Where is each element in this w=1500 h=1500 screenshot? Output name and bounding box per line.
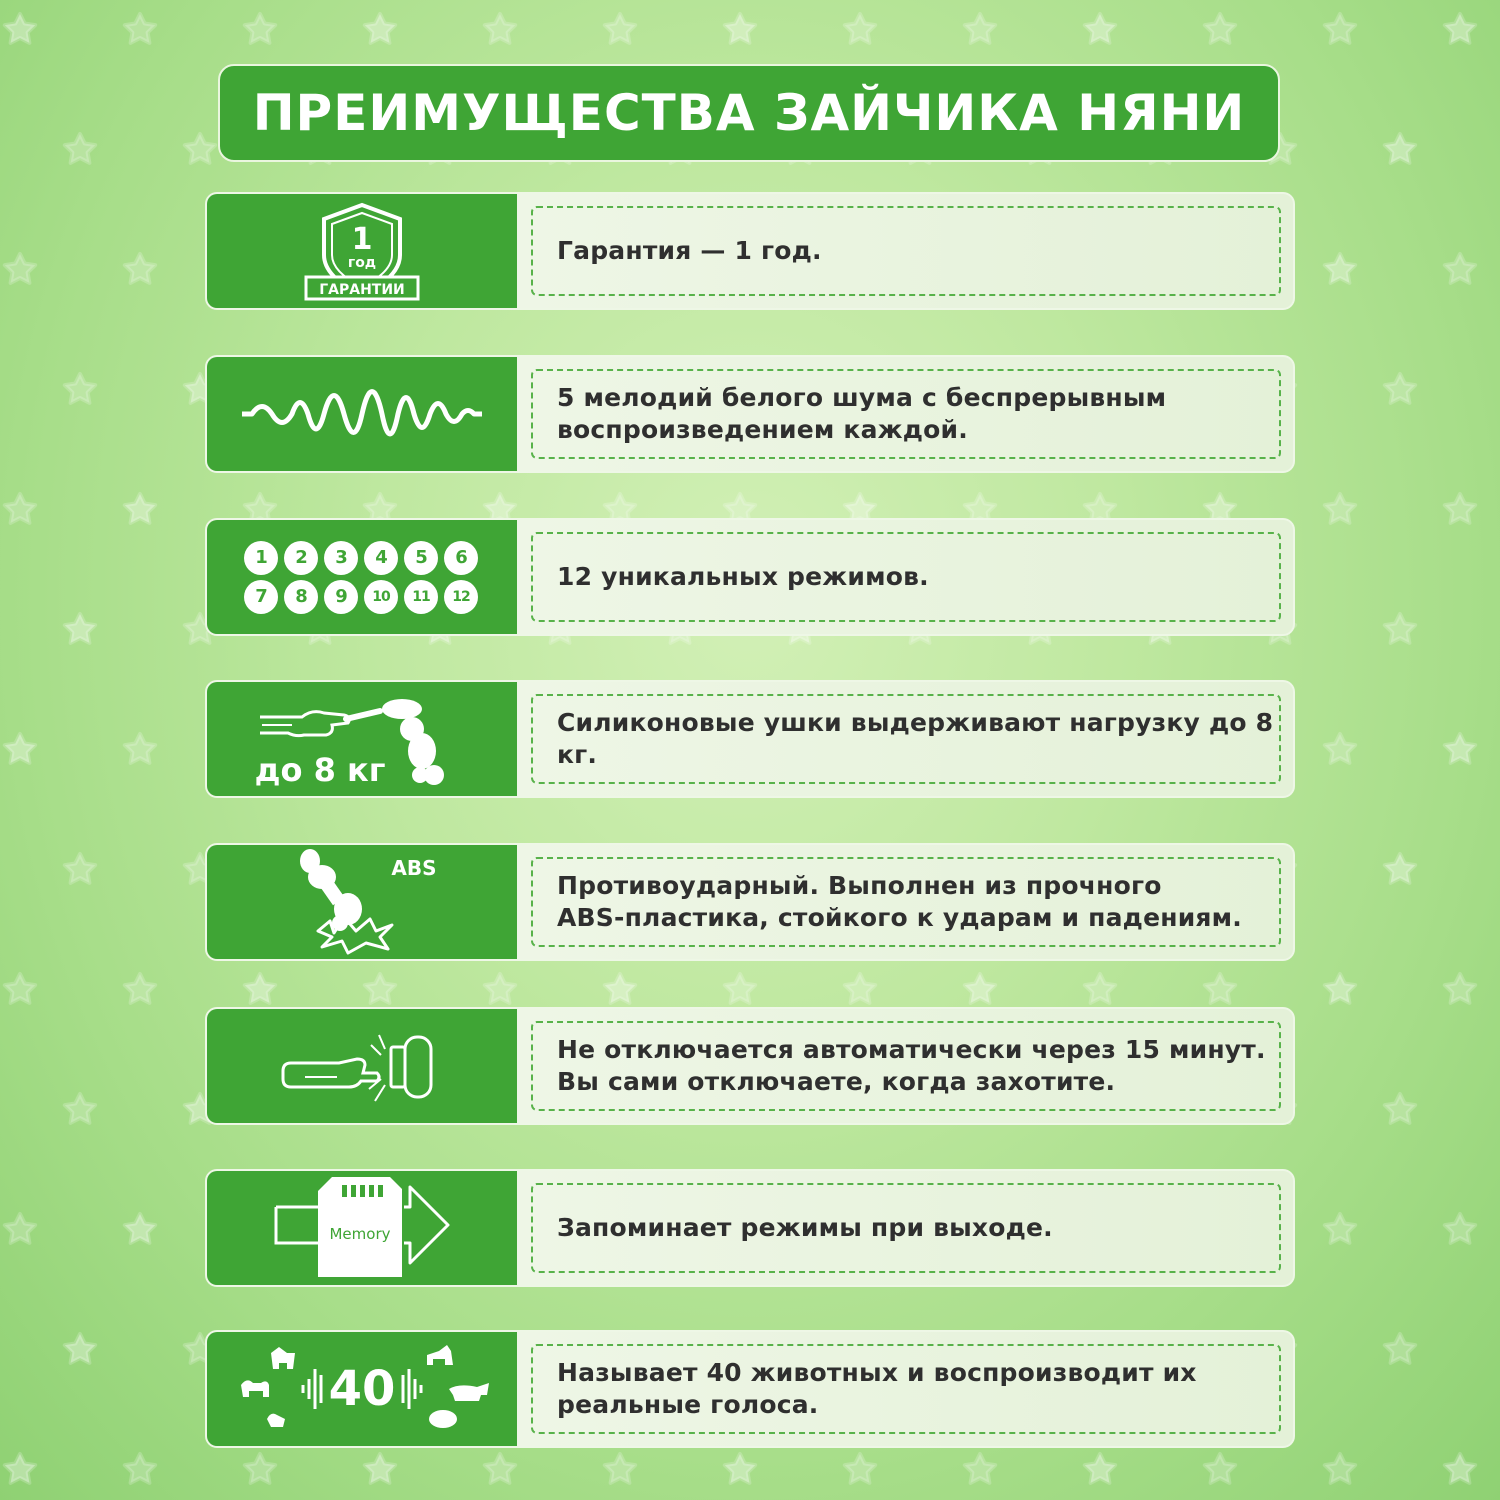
background-star-icon xyxy=(1445,974,1475,1003)
background-star-icon xyxy=(965,974,995,1003)
background-star-icon xyxy=(1445,494,1475,523)
background-star-icon xyxy=(65,1334,95,1363)
feature-text-panel xyxy=(517,1171,1293,1285)
background-star-icon xyxy=(5,494,35,523)
background-star-icon xyxy=(1445,734,1475,763)
background-star-icon xyxy=(125,734,155,763)
mode-number-circle: 12 xyxy=(444,580,478,614)
feature-row-white-noise xyxy=(205,355,1295,473)
background-star-icon xyxy=(1325,1214,1355,1243)
feature-row-animals xyxy=(205,1330,1295,1448)
background-star-icon xyxy=(5,254,35,283)
background-star-icon xyxy=(725,14,755,43)
press-button-icon xyxy=(277,1021,447,1111)
bunny-silhouette xyxy=(382,699,444,785)
background-star-icon xyxy=(845,1454,875,1483)
background-star-icon xyxy=(1385,854,1415,883)
background-star-icon xyxy=(1385,134,1415,163)
background-star-icon xyxy=(365,14,395,43)
animals-40-icon xyxy=(227,1339,497,1439)
ear-load-icon xyxy=(252,689,472,789)
background-star-icon xyxy=(1325,734,1355,763)
background-star-icon xyxy=(1385,614,1415,643)
background-star-icon xyxy=(485,1454,515,1483)
memory-card-icon xyxy=(272,1173,452,1283)
feature-row-ears-load xyxy=(205,680,1295,798)
background-star-icon xyxy=(1445,1454,1475,1483)
background-star-icon xyxy=(65,374,95,403)
background-star-icon xyxy=(245,14,275,43)
background-star-icon xyxy=(5,1214,35,1243)
background-star-icon xyxy=(1325,1454,1355,1483)
sound-wave-icon xyxy=(242,369,482,459)
feature-icon-area xyxy=(207,1009,517,1123)
background-star-icon xyxy=(5,734,35,763)
background-star-icon xyxy=(965,14,995,43)
background-star-icon xyxy=(1445,254,1475,283)
background-star-icon xyxy=(125,494,155,523)
mode-number-circle: 9 xyxy=(324,580,358,614)
mode-number-circle: 7 xyxy=(244,580,278,614)
background-star-icon xyxy=(845,14,875,43)
background-star-icon xyxy=(5,974,35,1003)
background-star-icon xyxy=(245,1454,275,1483)
falling-bunny xyxy=(300,849,362,931)
mode-number-circle: 3 xyxy=(324,541,358,575)
mode-number-circle: 2 xyxy=(284,541,318,575)
background-star-icon xyxy=(245,974,275,1003)
mode-number-circle: 6 xyxy=(444,541,478,575)
background-star-icon xyxy=(845,974,875,1003)
feature-icon-area xyxy=(207,1332,517,1446)
mode-number-circle: 4 xyxy=(364,541,398,575)
background-star-icon xyxy=(1085,974,1115,1003)
feature-row-warranty xyxy=(205,192,1295,310)
feature-text: Гарантия — 1 год. xyxy=(557,236,822,265)
feature-row-shockproof xyxy=(205,843,1295,961)
background-star-icon xyxy=(65,134,95,163)
warranty-shield-icon xyxy=(302,199,422,303)
background-star-icon xyxy=(1445,14,1475,43)
feature-text: Запоминает режимы при выходе. xyxy=(557,1213,1053,1242)
background-star-icon xyxy=(5,1454,35,1483)
feature-text: Называет 40 животных и воспроизводит их реальные голоса. xyxy=(557,1358,1197,1419)
background-star-icon xyxy=(125,254,155,283)
background-star-icon xyxy=(1385,374,1415,403)
memory-label: Memory xyxy=(329,1225,391,1243)
background-star-icon xyxy=(605,1454,635,1483)
feature-text-panel xyxy=(517,682,1293,796)
mode-number-circle: 8 xyxy=(284,580,318,614)
feature-text-panel xyxy=(517,1009,1293,1123)
background-star-icon xyxy=(1205,14,1235,43)
feature-text-panel xyxy=(517,194,1293,308)
feature-icon-area xyxy=(207,520,517,634)
feature-text: 5 мелодий белого шума с беспрерывным воспроизведением каждой. xyxy=(557,383,1167,444)
background-star-icon xyxy=(1325,494,1355,523)
feature-row-memory xyxy=(205,1169,1295,1287)
feature-text-panel xyxy=(517,520,1293,634)
feature-text: Силиконовые ушки выдерживают нагрузку до 8 кг. xyxy=(557,708,1274,769)
background-star-icon xyxy=(1205,974,1235,1003)
feature-text-panel xyxy=(517,845,1293,959)
warranty-unit: год xyxy=(347,255,377,271)
modes-numbers-icon xyxy=(244,541,480,614)
mode-number-circle: 11 xyxy=(404,580,438,614)
feature-icon-area xyxy=(207,682,517,796)
warranty-banner: ГАРАНТИИ xyxy=(319,282,405,298)
background-star-icon xyxy=(65,854,95,883)
background-star-icon xyxy=(1325,974,1355,1003)
feature-text: Противоударный. Выполнен из прочного ABS-пластика, стойкого к ударам и падениям. xyxy=(557,871,1243,932)
mode-number-circle: 5 xyxy=(404,541,438,575)
feature-text-panel xyxy=(517,1332,1293,1446)
feature-icon-area xyxy=(207,845,517,959)
background-star-icon xyxy=(365,1454,395,1483)
background-star-icon xyxy=(725,1454,755,1483)
background-star-icon xyxy=(125,14,155,43)
load-caption: до 8 кг xyxy=(254,751,386,789)
background-star-icon xyxy=(1325,254,1355,283)
background-star-icon xyxy=(65,614,95,643)
background-star-icon xyxy=(485,14,515,43)
shockproof-icon xyxy=(282,847,442,957)
feature-row-modes xyxy=(205,518,1295,636)
warranty-number: 1 xyxy=(351,222,373,257)
background-star-icon xyxy=(1385,1094,1415,1123)
background-star-icon xyxy=(965,1454,995,1483)
animals-count: 40 xyxy=(328,1361,396,1417)
background-star-icon xyxy=(125,1454,155,1483)
background-star-icon xyxy=(485,974,515,1003)
mode-number-circle: 1 xyxy=(244,541,278,575)
background-star-icon xyxy=(65,1094,95,1123)
background-star-icon xyxy=(1085,1454,1115,1483)
background-star-icon xyxy=(605,14,635,43)
abs-caption: ABS xyxy=(391,856,437,880)
background-star-icon xyxy=(125,1214,155,1243)
background-star-icon xyxy=(1385,1334,1415,1363)
feature-row-no-auto-off xyxy=(205,1007,1295,1125)
feature-icon-area xyxy=(207,357,517,471)
feature-text: 12 уникальных режимов. xyxy=(557,562,929,591)
background-star-icon xyxy=(5,14,35,43)
feature-icon-area xyxy=(207,194,517,308)
mode-number-circle: 10 xyxy=(364,580,398,614)
feature-text: Не отключается автоматически через 15 минут. Вы сами отключаете, когда захотите. xyxy=(557,1035,1266,1096)
background-star-icon xyxy=(365,974,395,1003)
background-star-icon xyxy=(185,134,215,163)
feature-text-panel xyxy=(517,357,1293,471)
background-star-icon xyxy=(1205,1454,1235,1483)
background-star-icon xyxy=(1085,14,1115,43)
title-banner xyxy=(218,64,1280,162)
feature-icon-area xyxy=(207,1171,517,1285)
background-star-icon xyxy=(125,974,155,1003)
background-star-icon xyxy=(1445,1214,1475,1243)
background-star-icon xyxy=(725,974,755,1003)
background-star-icon xyxy=(605,974,635,1003)
background-star-icon xyxy=(1325,14,1355,43)
page-title: ПРЕИМУЩЕСТВА ЗАЙЧИКА НЯНИ xyxy=(252,84,1246,142)
